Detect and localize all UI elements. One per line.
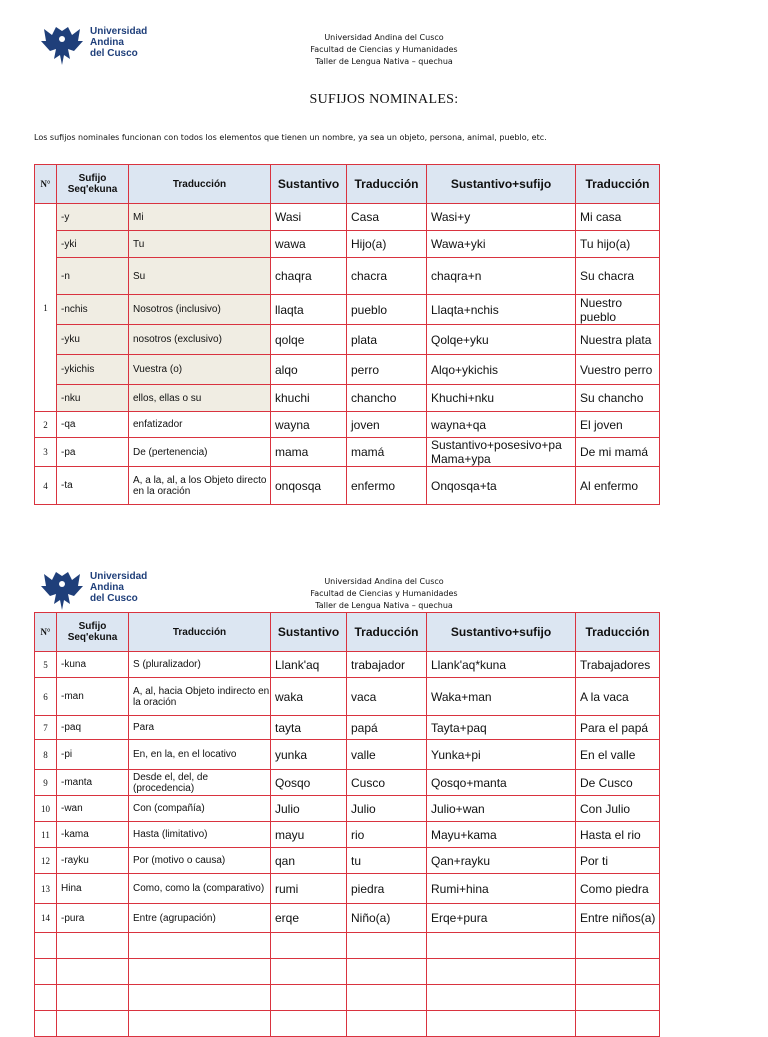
col-num: N° xyxy=(35,613,57,652)
cell-sufijo: -ta xyxy=(57,467,129,505)
cell-sufijo: -paq xyxy=(57,716,129,740)
table-row xyxy=(35,385,660,412)
cell-sufijo: -n xyxy=(57,258,129,295)
cell-traduccion-3: Tu hijo(a) xyxy=(576,231,660,258)
col-traduccion-3: Traducción xyxy=(576,165,660,204)
row-number: 12 xyxy=(35,848,57,874)
page-header-2 xyxy=(0,576,768,612)
empty-cell xyxy=(347,985,427,1011)
col-num: N° xyxy=(35,165,57,204)
table-row xyxy=(35,231,660,258)
col-sustantivo: Sustantivo xyxy=(271,613,347,652)
header-university: Universidad Andina del Cusco xyxy=(324,33,444,42)
cell-traduccion-2: Niño(a) xyxy=(347,904,427,933)
table-row xyxy=(35,412,660,438)
cell-traduccion-2: Cusco xyxy=(347,770,427,796)
cell-sustantivo: qolqe xyxy=(271,325,347,355)
table-row xyxy=(35,796,660,822)
cell-sustantivo-sufijo: Waka+man xyxy=(427,678,576,716)
cell-sustantivo-sufijo: Julio+wan xyxy=(427,796,576,822)
table-row xyxy=(35,325,660,355)
col-sufijo: Sufijo Seq'ekuna xyxy=(57,165,129,204)
cell-traduccion-3: Entre niños(a) xyxy=(576,904,660,933)
empty-cell xyxy=(347,959,427,985)
col-traduccion-2: Traducción xyxy=(347,165,427,204)
cell-traduccion-2: perro xyxy=(347,355,427,385)
cell-sustantivo: onqosqa xyxy=(271,467,347,505)
row-number: 2 xyxy=(35,412,57,438)
table-row xyxy=(35,652,660,678)
cell-sustantivo-sufijo: Qolqe+yku xyxy=(427,325,576,355)
cell-sustantivo: mayu xyxy=(271,822,347,848)
empty-cell xyxy=(129,959,271,985)
empty-cell xyxy=(35,959,57,985)
cell-traduccion-3: Vuestro perro xyxy=(576,355,660,385)
cell-sustantivo: wawa xyxy=(271,231,347,258)
col-sustantivo: Sustantivo xyxy=(271,165,347,204)
cell-sufijo: -pura xyxy=(57,904,129,933)
cell-sustantivo-sufijo: wayna+qa xyxy=(427,412,576,438)
row-number: 3 xyxy=(35,438,57,467)
cell-traduccion: Su xyxy=(129,258,271,295)
page-title: SUFIJOS NOMINALES: xyxy=(309,92,459,107)
cell-traduccion-3: Para el papá xyxy=(576,716,660,740)
cell-traduccion: En, en la, en el locativo xyxy=(129,740,271,770)
cell-sustantivo: Julio xyxy=(271,796,347,822)
col-traduccion: Traducción xyxy=(129,165,271,204)
empty-row xyxy=(35,933,660,959)
cell-sustantivo: waka xyxy=(271,678,347,716)
cell-traduccion-2: Hijo(a) xyxy=(347,231,427,258)
cell-sufijo: -manta xyxy=(57,770,129,796)
cell-traduccion-3: A la vaca xyxy=(576,678,660,716)
cell-sustantivo: khuchi xyxy=(271,385,347,412)
header-faculty: Facultad de Ciencias y Humanidades xyxy=(310,45,458,54)
cell-traduccion-2: joven xyxy=(347,412,427,438)
table-row xyxy=(35,678,660,716)
cell-traduccion-3: Nuestra plata xyxy=(576,325,660,355)
cell-sustantivo: llaqta xyxy=(271,295,347,325)
empty-cell xyxy=(427,985,576,1011)
empty-cell xyxy=(271,985,347,1011)
cell-sufijo: Hina xyxy=(57,874,129,904)
row-number: 10 xyxy=(35,796,57,822)
cell-traduccion-3: Como piedra xyxy=(576,874,660,904)
intro-text: Los sufijos nominales funcionan con todos los elementos que tienen un nombre, ya sea un objeto, persona, animal, pueblo, etc. xyxy=(34,133,547,142)
empty-cell xyxy=(271,933,347,959)
cell-traduccion: Entre (agrupación) xyxy=(129,904,271,933)
cell-traduccion: A, al, hacia Objeto indirecto en la oración xyxy=(129,678,271,716)
cell-traduccion-2: mamá xyxy=(347,438,427,467)
cell-sufijo: -wan xyxy=(57,796,129,822)
header-university: Universidad Andina del Cusco xyxy=(324,577,444,586)
cell-traduccion: Vuestra (o) xyxy=(129,355,271,385)
cell-sustantivo-sufijo: Yunka+pi xyxy=(427,740,576,770)
empty-row xyxy=(35,985,660,1011)
cell-traduccion-2: papá xyxy=(347,716,427,740)
cell-traduccion-2: chancho xyxy=(347,385,427,412)
cell-traduccion-2: rio xyxy=(347,822,427,848)
row-number: 1 xyxy=(35,204,57,412)
cell-sustantivo: Qosqo xyxy=(271,770,347,796)
suffix-table-1 xyxy=(34,164,660,505)
cell-traduccion-3: De Cusco xyxy=(576,770,660,796)
col-traduccion-2: Traducción xyxy=(347,613,427,652)
cell-sustantivo: rumi xyxy=(271,874,347,904)
cell-traduccion-2: chacra xyxy=(347,258,427,295)
cell-traduccion-3: Su chancho xyxy=(576,385,660,412)
cell-traduccion: nosotros (exclusivo) xyxy=(129,325,271,355)
row-number: 9 xyxy=(35,770,57,796)
cell-sufijo: -man xyxy=(57,678,129,716)
page-header xyxy=(0,32,768,68)
cell-traduccion: Desde el, del, de (procedencia) xyxy=(129,770,271,796)
cell-sustantivo-sufijo: Wasi+y xyxy=(427,204,576,231)
cell-traduccion: S (pluralizador) xyxy=(129,652,271,678)
cell-traduccion-2: Casa xyxy=(347,204,427,231)
cell-traduccion: Hasta (limitativo) xyxy=(129,822,271,848)
cell-sufijo: -kuna xyxy=(57,652,129,678)
cell-traduccion-3: Con Julio xyxy=(576,796,660,822)
cell-traduccion: Nosotros (inclusivo) xyxy=(129,295,271,325)
cell-sustantivo-sufijo: Llaqta+nchis xyxy=(427,295,576,325)
cell-traduccion-2: pueblo xyxy=(347,295,427,325)
cell-sufijo: -kama xyxy=(57,822,129,848)
cell-sufijo: -yku xyxy=(57,325,129,355)
table-row xyxy=(35,770,660,796)
empty-cell xyxy=(576,933,660,959)
table-row xyxy=(35,716,660,740)
cell-traduccion-3: En el valle xyxy=(576,740,660,770)
cell-sustantivo-sufijo: Wawa+yki xyxy=(427,231,576,258)
empty-cell xyxy=(35,933,57,959)
cell-sustantivo: alqo xyxy=(271,355,347,385)
cell-sustantivo: wayna xyxy=(271,412,347,438)
cell-sustantivo-sufijo: Mayu+kama xyxy=(427,822,576,848)
cell-sustantivo-sufijo: Alqo+ykichis xyxy=(427,355,576,385)
table-row xyxy=(35,904,660,933)
logo-text: Universidad Andina del Cusco xyxy=(90,26,148,59)
col-sufijo: Sufijo Seq'ekuna xyxy=(57,613,129,652)
row-number: 5 xyxy=(35,652,57,678)
cell-sustantivo-sufijo: Sustantivo+posesivo+pa Mama+ypa xyxy=(427,438,576,467)
cell-sustantivo-sufijo: chaqra+n xyxy=(427,258,576,295)
cell-traduccion-2: valle xyxy=(347,740,427,770)
cell-sustantivo-sufijo: Qosqo+manta xyxy=(427,770,576,796)
cell-sustantivo-sufijo: Tayta+paq xyxy=(427,716,576,740)
cell-sufijo: -yki xyxy=(57,231,129,258)
empty-cell xyxy=(35,985,57,1011)
col-sustantivo-sufijo: Sustantivo+sufijo xyxy=(427,613,576,652)
cell-traduccion-3: De mi mamá xyxy=(576,438,660,467)
cell-traduccion-2: trabajador xyxy=(347,652,427,678)
cell-traduccion-2: enfermo xyxy=(347,467,427,505)
cell-traduccion: Tu xyxy=(129,231,271,258)
cell-traduccion-3: Al enfermo xyxy=(576,467,660,505)
cell-sustantivo-sufijo: Rumi+hina xyxy=(427,874,576,904)
cell-sustantivo-sufijo: Llank'aq*kuna xyxy=(427,652,576,678)
row-number: 11 xyxy=(35,822,57,848)
cell-traduccion: De (pertenencia) xyxy=(129,438,271,467)
cell-sustantivo: qan xyxy=(271,848,347,874)
cell-traduccion-3: Por ti xyxy=(576,848,660,874)
cell-traduccion-2: plata xyxy=(347,325,427,355)
cell-sustantivo: Llank'aq xyxy=(271,652,347,678)
table-row xyxy=(35,822,660,848)
header-faculty: Facultad de Ciencias y Humanidades xyxy=(310,589,458,598)
cell-traduccion-2: vaca xyxy=(347,678,427,716)
empty-cell xyxy=(271,959,347,985)
cell-sustantivo-sufijo: Qan+rayku xyxy=(427,848,576,874)
table-row xyxy=(35,740,660,770)
cell-traduccion-3: El joven xyxy=(576,412,660,438)
cell-sustantivo-sufijo: Onqosqa+ta xyxy=(427,467,576,505)
empty-cell xyxy=(129,933,271,959)
cell-sufijo: -qa xyxy=(57,412,129,438)
cell-sustantivo-sufijo: Erqe+pura xyxy=(427,904,576,933)
header-workshop: Taller de Lengua Nativa – quechua xyxy=(315,601,453,610)
cell-sustantivo: mama xyxy=(271,438,347,467)
cell-sustantivo: yunka xyxy=(271,740,347,770)
cell-traduccion-3: Hasta el rio xyxy=(576,822,660,848)
table-row xyxy=(35,438,660,467)
cell-sustantivo-sufijo: Khuchi+nku xyxy=(427,385,576,412)
empty-cell xyxy=(57,959,129,985)
cell-sufijo: -nchis xyxy=(57,295,129,325)
row-number: 6 xyxy=(35,678,57,716)
header-workshop: Taller de Lengua Nativa – quechua xyxy=(315,57,453,66)
table-row xyxy=(35,295,660,325)
empty-cell xyxy=(427,959,576,985)
table-header-row xyxy=(35,165,660,204)
cell-traduccion-3: Su chacra xyxy=(576,258,660,295)
cell-traduccion-3: Nuestro pueblo xyxy=(576,295,660,325)
cell-sustantivo: erqe xyxy=(271,904,347,933)
row-number: 8 xyxy=(35,740,57,770)
cell-sufijo: -y xyxy=(57,204,129,231)
cell-traduccion-2: piedra xyxy=(347,874,427,904)
empty-cell xyxy=(576,959,660,985)
suffix-table-2 xyxy=(34,612,660,1037)
col-traduccion: Traducción xyxy=(129,613,271,652)
cell-sustantivo: chaqra xyxy=(271,258,347,295)
empty-cell xyxy=(427,933,576,959)
row-number: 7 xyxy=(35,716,57,740)
row-number: 4 xyxy=(35,467,57,505)
cell-sustantivo: tayta xyxy=(271,716,347,740)
cell-traduccion-2: Julio xyxy=(347,796,427,822)
empty-cell xyxy=(347,933,427,959)
cell-traduccion: Como, como la (comparativo) xyxy=(129,874,271,904)
col-traduccion-3: Traducción xyxy=(576,613,660,652)
row-number: 13 xyxy=(35,874,57,904)
empty-cell xyxy=(576,985,660,1011)
cell-sufijo: -pi xyxy=(57,740,129,770)
logo-text: Universidad Andina del Cusco xyxy=(90,571,148,604)
cell-sufijo: -pa xyxy=(57,438,129,467)
row-number: 14 xyxy=(35,904,57,933)
cell-traduccion-3: Trabajadores xyxy=(576,652,660,678)
cell-sustantivo: Wasi xyxy=(271,204,347,231)
table-row xyxy=(35,467,660,505)
cell-traduccion-3: Mi casa xyxy=(576,204,660,231)
cell-traduccion: Para xyxy=(129,716,271,740)
empty-row xyxy=(35,959,660,985)
cell-traduccion: A, a la, al, a los Objeto directo en la oración xyxy=(129,467,271,505)
cell-sufijo: -ykichis xyxy=(57,355,129,385)
table-row xyxy=(35,204,660,231)
table-row xyxy=(35,355,660,385)
table-row xyxy=(35,848,660,874)
table-row xyxy=(35,258,660,295)
empty-cell xyxy=(129,985,271,1011)
cell-traduccion: enfatizador xyxy=(129,412,271,438)
table-header-row xyxy=(35,613,660,652)
empty-cell xyxy=(57,985,129,1011)
cell-traduccion: Mi xyxy=(129,204,271,231)
empty-cell xyxy=(57,933,129,959)
cell-sufijo: -nku xyxy=(57,385,129,412)
cell-traduccion: Por (motivo o causa) xyxy=(129,848,271,874)
cell-traduccion-2: tu xyxy=(347,848,427,874)
table-row xyxy=(35,874,660,904)
col-sustantivo-sufijo: Sustantivo+sufijo xyxy=(427,165,576,204)
cell-sufijo: -rayku xyxy=(57,848,129,874)
cell-traduccion: Con (compañía) xyxy=(129,796,271,822)
cell-traduccion: ellos, ellas o su xyxy=(129,385,271,412)
